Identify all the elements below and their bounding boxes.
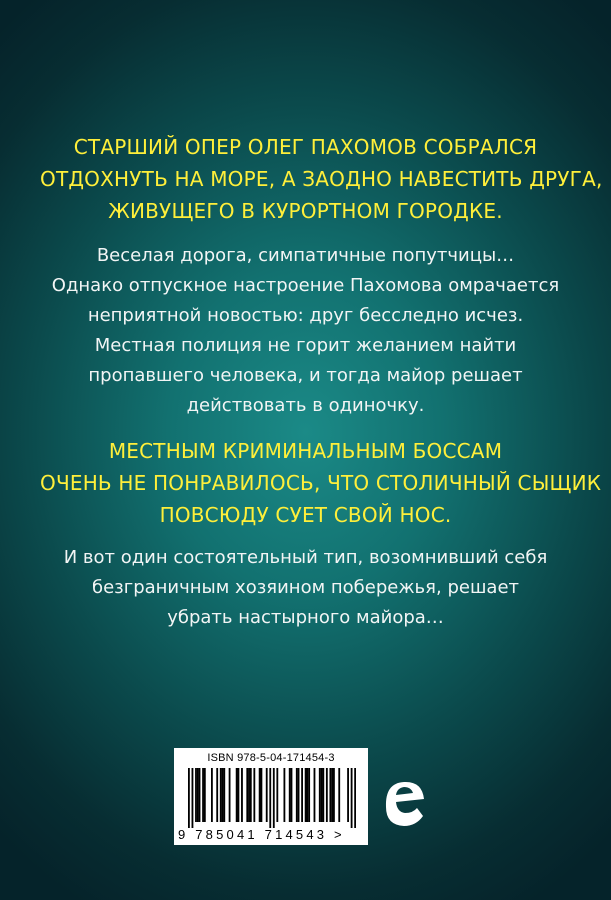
isbn-label: ISBN 978-5-04-171454-3 [207, 752, 335, 764]
headline-2-line: ПОВСЮДУ СУЕТ СВОЙ НОС. [159, 503, 452, 527]
barcode-bar [204, 768, 206, 822]
publisher-e-logo-icon [380, 775, 430, 835]
barcode-bar [314, 768, 316, 822]
barcode-bar [253, 768, 255, 822]
barcode-bar [319, 768, 321, 822]
paragraph-1-line: Местная полиция не горит желанием найти [94, 335, 517, 356]
barcode-digits: 9 785041 714543 > [178, 827, 345, 842]
barcode-bar [269, 768, 271, 828]
barcode-bar [211, 768, 213, 822]
barcode-bar [192, 768, 194, 828]
barcode-bar [195, 768, 197, 822]
paragraph-2 [40, 543, 571, 633]
headline-1-line: СТАРШИЙ ОПЕР ОЛЕГ ПАХОМОВ СОБРАЛСЯ [73, 135, 538, 159]
barcode-bar [248, 768, 250, 822]
paragraph-2-line: убрать настырного майора… [167, 607, 444, 628]
paragraph-2-line: И вот один состоятельный тип, возомнивший себя [63, 547, 548, 568]
barcode-bar [338, 768, 340, 822]
barcode-bar [306, 768, 308, 822]
barcode-bar [289, 768, 291, 822]
barcode-bar [329, 768, 331, 822]
barcode-bar [197, 768, 199, 822]
barcode-bar [188, 768, 190, 828]
isbn-barcode [174, 748, 368, 845]
paragraph-1-line: Однако отпускное настроение Пахомова омрачается [51, 275, 560, 296]
paragraph-1-line: Веселая дорога, симпатичные попутчицы… [96, 245, 515, 266]
paragraph-1-line: пропавшего человека, и тогда майор решает [88, 365, 523, 386]
barcode-bar [276, 768, 278, 822]
barcode-bar [222, 768, 224, 822]
barcode-bar [326, 768, 328, 822]
headline-1 [40, 131, 603, 227]
barcode-bar [220, 768, 222, 822]
barcode-bar [321, 768, 323, 822]
barcode-icon [188, 768, 356, 828]
barcode-bar [199, 768, 201, 822]
barcode-bar [301, 768, 303, 822]
barcode-bar [296, 768, 298, 822]
barcode-bar [238, 768, 240, 822]
barcode-bar [202, 768, 204, 822]
barcode-bar [223, 768, 225, 822]
barcode-bar [333, 768, 335, 822]
headline-1-line: ОТДОХНУТЬ НА МОРЕ, А ЗАОДНО НАВЕСТИТЬ ДРУГА, [40, 167, 603, 191]
barcode-bar [347, 768, 349, 822]
barcode-bar [331, 768, 333, 822]
headline-2-line: МЕСТНЫМ КРИМИНАЛЬНЫМ БОССАМ [108, 439, 503, 463]
barcode-bar [241, 768, 243, 822]
headline-2-line: ОЧЕНЬ НЕ ПОНРАВИЛОСЬ, ЧТО СТОЛИЧНЫЙ СЫЩИК [40, 471, 602, 495]
barcode-bar [273, 768, 275, 828]
barcode-bar [246, 768, 248, 822]
barcode-bar [250, 768, 252, 822]
barcode-bar [283, 768, 285, 822]
barcode-bar [351, 768, 353, 828]
headline-2 [40, 435, 602, 531]
barcode-bar [259, 768, 261, 822]
barcode-bar [322, 768, 324, 822]
paragraph-1-line: неприятной новостью: друг бесследно исчез. [87, 305, 524, 326]
headline-1-line: ЖИВУЩЕГО В КУРОРТНОМ ГОРОДКЕ. [108, 199, 503, 223]
barcode-bar [305, 768, 307, 822]
barcode-bar [236, 768, 238, 822]
barcode-bar [354, 768, 356, 828]
paragraph-2-line: безграничным хозяином побережья, решает [92, 577, 519, 598]
barcode-bar [229, 768, 231, 822]
paragraph-1 [40, 241, 571, 421]
paragraph-1-line: действовать в одиночку. [186, 395, 425, 416]
barcode-bar [308, 768, 310, 822]
barcode-bar [216, 768, 218, 822]
barcode-bar [266, 768, 268, 822]
barcode-bar [261, 768, 263, 822]
barcode-bar [298, 768, 300, 822]
barcode-bar [291, 768, 293, 822]
